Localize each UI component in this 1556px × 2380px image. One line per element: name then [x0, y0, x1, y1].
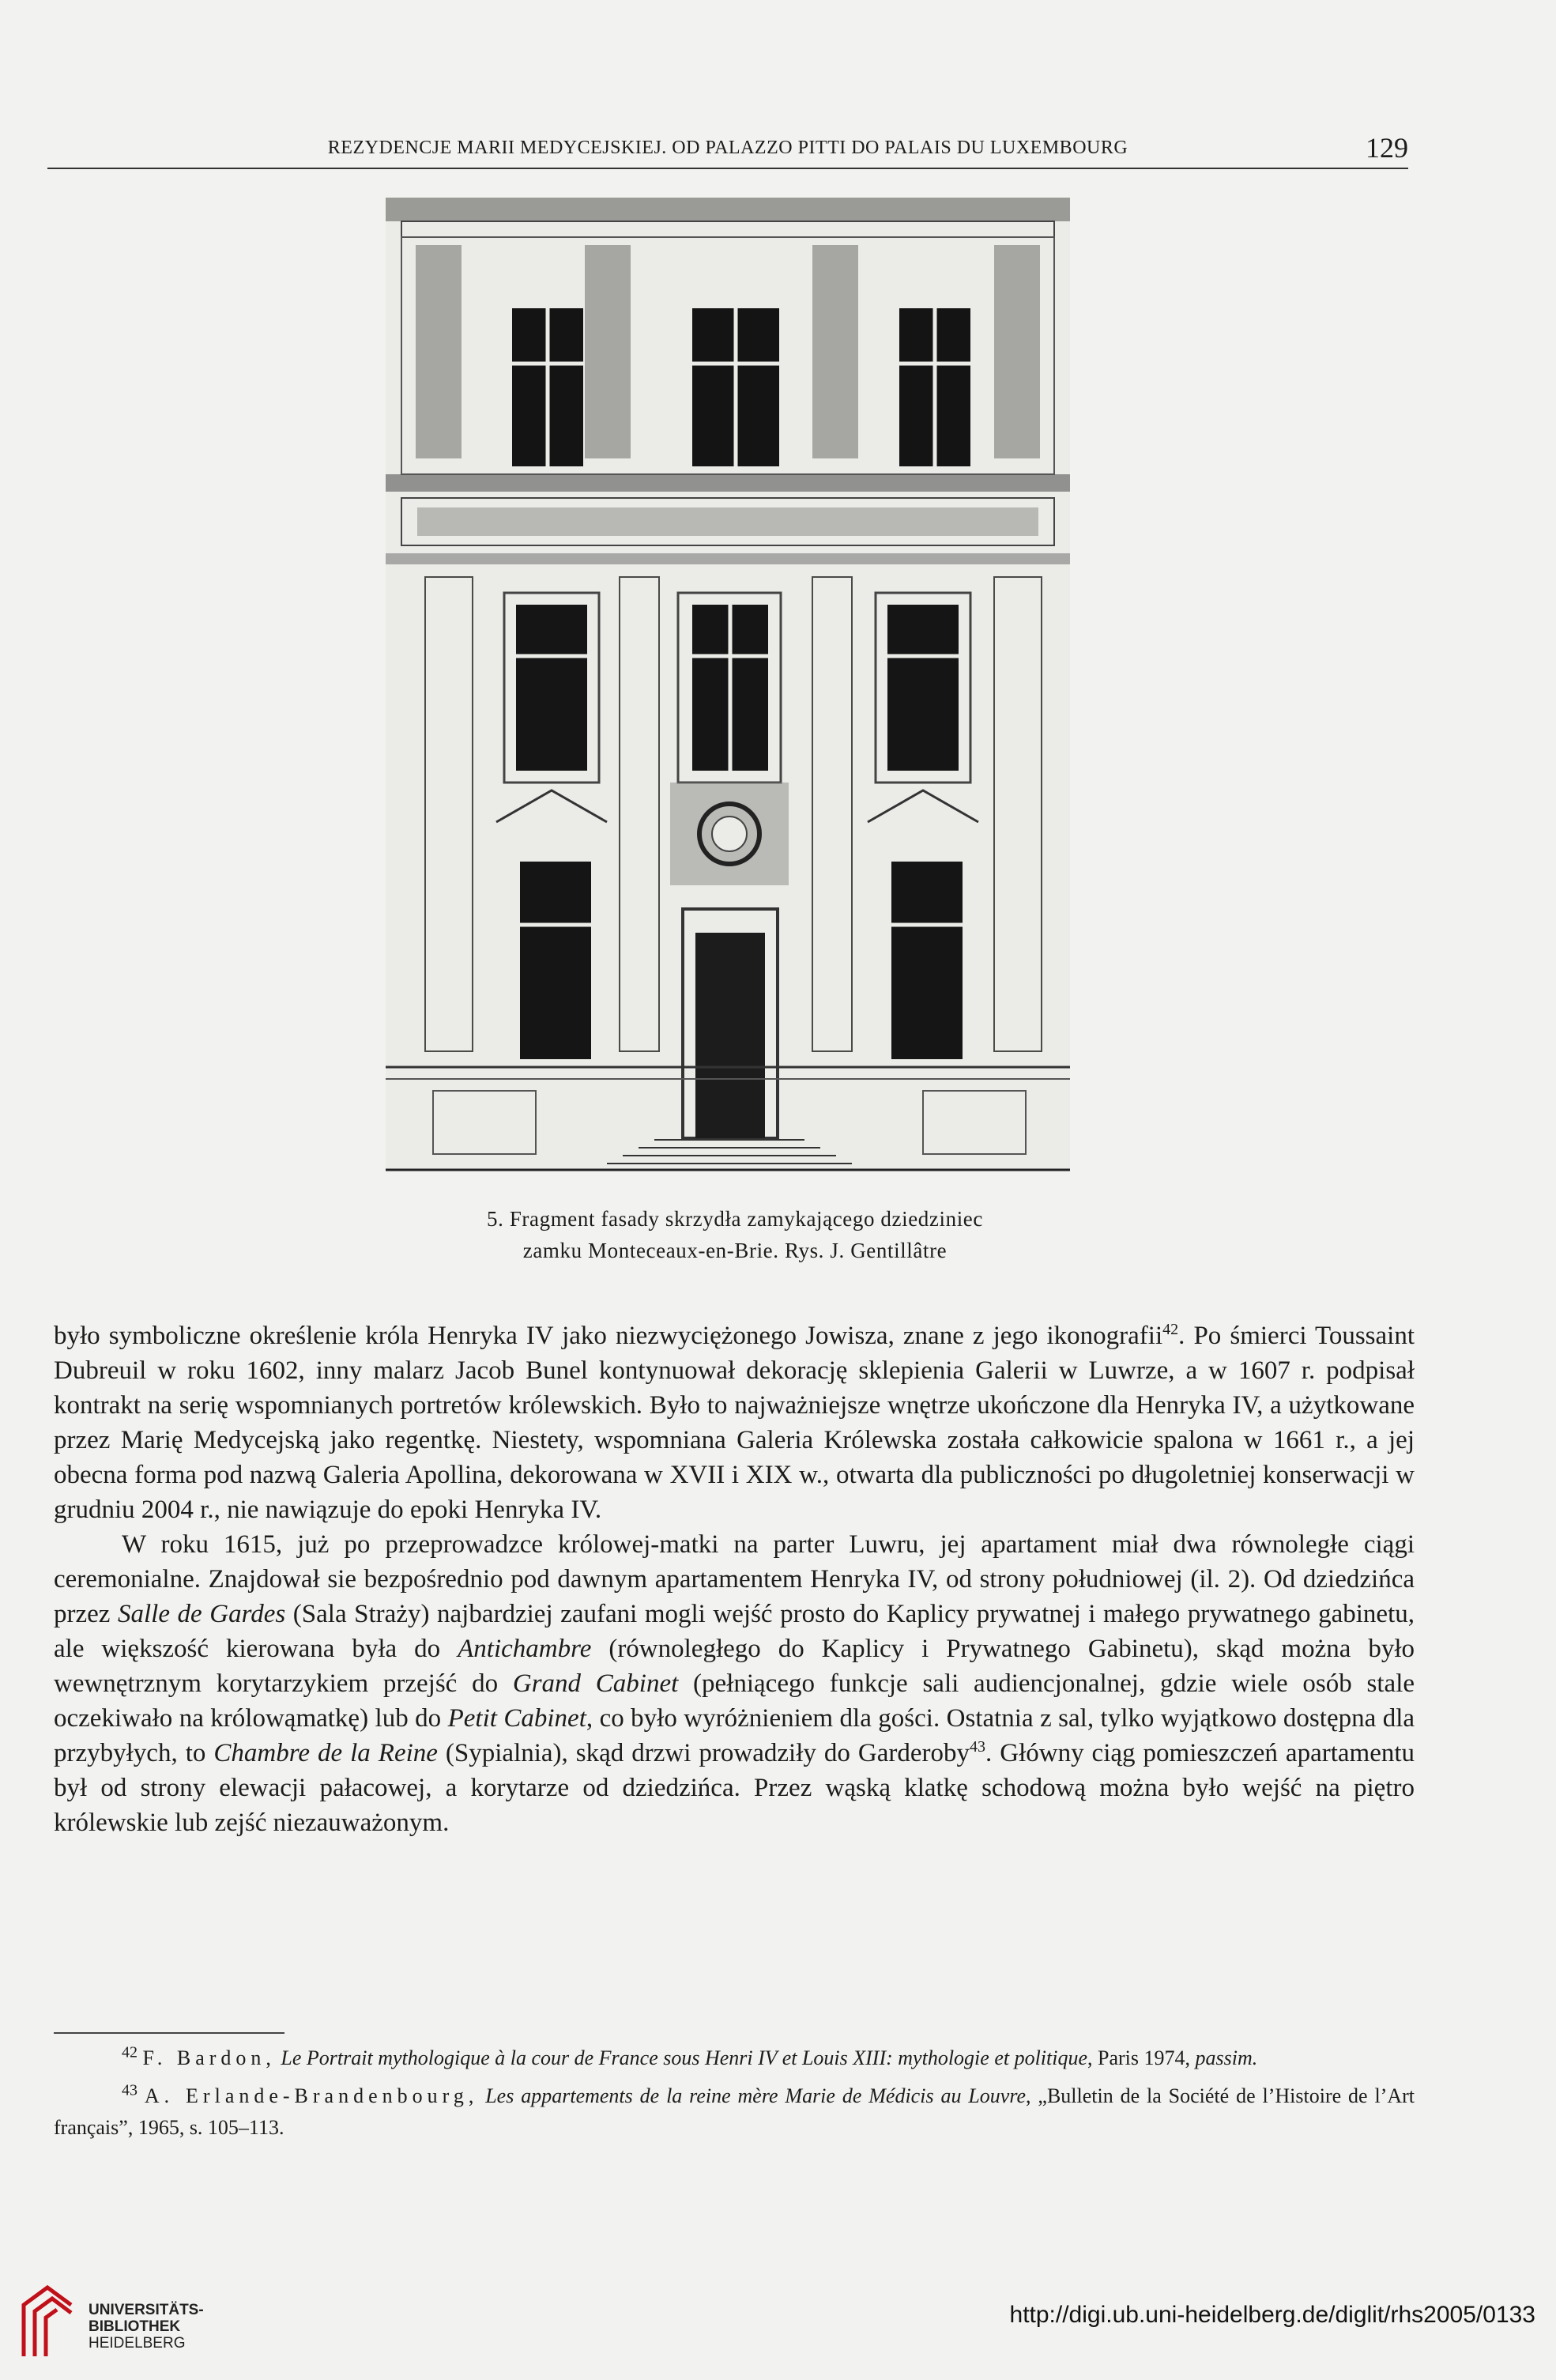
p2-text-a: W roku 1615, już po przeprowadzce królowej-matki na parter Luwru, jej apartament miał dwa równoległe ciągi ceremonialne. Znajdował sie bezpośrednio pod dawnym apartamentem Henryka IV, od strony południowej (il. 2). Od dziedzińca przez — [54, 1530, 1415, 1628]
footnote-divider — [54, 2032, 284, 2034]
library-logo-icon — [16, 2281, 79, 2360]
term-antichambre: Antichambre — [458, 1635, 592, 1663]
library-line-2: BIBLIOTHEK — [89, 2318, 181, 2335]
p2-text-b: (Sala Straży) najbardziej zaufani mogli wejść prosto do Kaplicy prywatnej i małego prywatnego gabinetu, ale większość kierowana była do — [54, 1600, 1415, 1663]
footnote-ref-43[interactable]: 43 — [969, 1738, 985, 1756]
term-petit-cabinet: Petit Cabinet — [447, 1704, 586, 1733]
term-salle-de-gardes: Salle de Gardes — [118, 1600, 286, 1628]
caption-line-1: 5. Fragment fasady skrzydła zamykającego dziedziniec — [487, 1207, 983, 1231]
footnote-42-rest: , Paris 1974, — [1087, 2046, 1191, 2069]
footnote-42 — [54, 2042, 1415, 2074]
running-title: REZYDENCJE MARII MEDYCEJSKIEJ. OD PALAZZO PITTI DO PALAIS DU LUXEMBOURG — [327, 138, 1128, 158]
facade-illustration — [386, 198, 1070, 1171]
term-grand-cabinet: Grand Cabinet — [512, 1669, 679, 1698]
p2-text-e: , co było wyróżnieniem dla gości. Ostatnia z sal, tylko wyjątkowo dostępna dla przybyłych, to — [54, 1704, 1415, 1767]
footnote-43-title: Les appartements de la reine mère Marie de Médicis au Louvre — [485, 2084, 1027, 2107]
paragraph-1 — [54, 1318, 1415, 1527]
p2-text-g: . Główny ciąg pomieszczeń apartamentu był od strony elewacji pałacowej, a korytarze od dziedzińca. Przez wąską klatkę schodową można było wejść na piętro królewskie lub zejść niezauważonym. — [54, 1739, 1415, 1837]
term-chambre-de-la-reine: Chambre de la Reine — [213, 1739, 438, 1767]
p2-text-f: (Sypialnia), skąd drzwi prowadziły do Garderoby — [437, 1739, 970, 1767]
paragraph-2 — [54, 1527, 1415, 1840]
footnote-43-number: 43 — [122, 2081, 138, 2099]
p2-text-c: (równoległego do Kaplicy i Prywatnego Gabinetu), skąd można było wewnętrznym korytarzykiem przejść do — [54, 1635, 1415, 1698]
footnote-43-rest: , „Bulletin de la Société de l’Histoire de l’Art français”, 1965, s. 105–113. — [54, 2084, 1415, 2139]
p2-text-d: (pełniącego funkcje sali audiencjonalnej, gdzie wiele osób stale oczekiwało na królowąmatkę) lub do — [54, 1669, 1415, 1733]
footnote-42-number: 42 — [122, 2043, 138, 2061]
library-line-3: HEIDELBERG — [89, 2335, 186, 2352]
library-name — [89, 2302, 204, 2352]
figure-caption — [316, 1203, 1154, 1266]
main-text — [54, 1318, 1415, 1840]
footnote-42-title: Le Portrait mythologique à la cour de France sous Henri IV et Louis XIII: mythologie et politique — [281, 2046, 1088, 2069]
footnote-43-author: A. Erlande-Brandenbourg, — [144, 2084, 479, 2107]
footnote-ref-42[interactable]: 42 — [1162, 1321, 1179, 1338]
footnote-42-author: F. Bardon, — [142, 2046, 276, 2069]
source-url-link[interactable]: http://digi.ub.uni-heidelberg.de/diglit/rhs2005/0133 — [1009, 2302, 1535, 2328]
caption-line-2: zamku Monteceaux-en-Brie. Rys. J. Gentillâtre — [522, 1239, 948, 1262]
library-line-1: UNIVERSITÄTS- — [89, 2302, 204, 2318]
footnote-42-passim: passim. — [1195, 2046, 1258, 2069]
footnote-43 — [54, 2080, 1415, 2144]
p1-text-a: było symboliczne określenie króla Henryka IV jako niezwyciężonego Jowisza, znane z jego ikonografii — [54, 1322, 1163, 1350]
running-header — [47, 133, 1408, 169]
page-number: 129 — [1366, 132, 1408, 164]
footnotes — [54, 2042, 1415, 2150]
p1-text-b: . Po śmierci Toussaint Dubreuil w roku 1602, inny malarz Jacob Bunel kontynuował dekorację sklepienia Galerii w Luwrze, a w 1607 r. podpisał kontrakt na serię wspomnianych portretów królewskich. Było to najważniejsze wnętrze ukończone dla Henryka IV, a użytkowane przez Marię Medycejską jako regentkę. Niestety, wspomniana Galeria Królewska została całkowicie spalona w 1661 r., a jej obecna forma pod nazwą Galeria Apollina, dekorowana w XVII i XIX w., otwarta dla publiczności po długoletniej konserwacji w grudniu 2004 r., nie nawiązuje do epoki Henryka IV. — [54, 1322, 1415, 1524]
